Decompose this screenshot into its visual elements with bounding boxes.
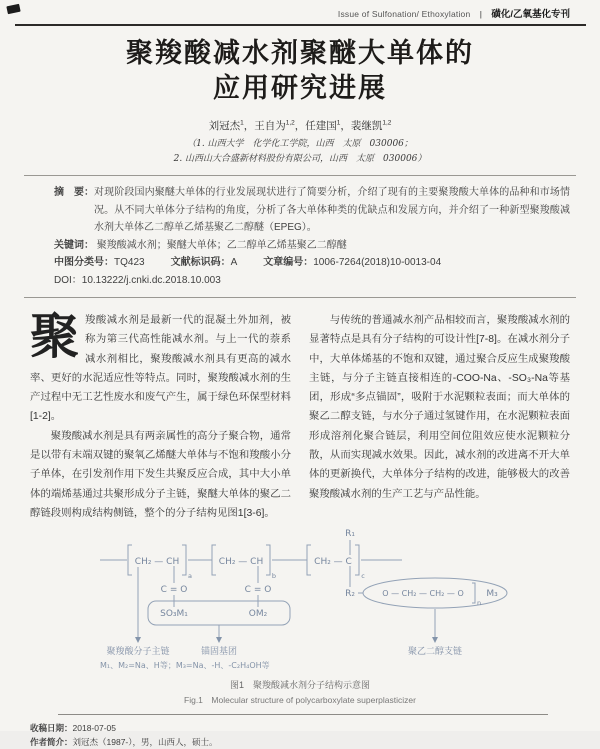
figure-caption-en: Fig.1 Molecular structure of polycarboxylate superplasticizer bbox=[184, 695, 416, 705]
divider bbox=[24, 175, 576, 176]
label-anchor-group: 锚固基团 bbox=[200, 647, 238, 657]
author-name: 裴继凯 bbox=[350, 120, 383, 132]
figure-1 bbox=[30, 525, 570, 706]
author-bio-value: 刘冠杰（1987-），男，山西人，硕士。 bbox=[72, 737, 218, 747]
divider bbox=[24, 297, 576, 298]
chem-carbonyl-1: C = O bbox=[160, 585, 188, 595]
doc-code-value: A bbox=[230, 257, 238, 268]
chem-carbonyl-2: C = O bbox=[244, 585, 272, 595]
keywords-text: 聚羧酸减水剂；聚醚大单体；乙二醇单乙烯基聚乙二醇醚 bbox=[96, 239, 347, 251]
scan-artifact bbox=[6, 4, 20, 15]
bracket-close-n bbox=[472, 583, 475, 603]
paragraph-2: 聚羧酸减水剂是具有两亲属性的高分子聚合物，通常是以带有末端双键的聚氧乙烯醚大单体与不饱和羧酸小分子单体，在引发剂作用下发生共聚反应合成，其中大小单体的端烯基通过共聚形成分子主链，聚醚大单体的聚乙二醇链段则构成结构侧链，整个的分子结构见图1[3-6]。 bbox=[30, 430, 291, 519]
bracket-close-3 bbox=[355, 545, 359, 575]
chem-unit3-sub: c bbox=[361, 572, 365, 580]
paragraph-1-text: 羧酸减水剂是最新一代的混凝土外加剂，被称为第三代高性能减水剂。与上一代的萘系减水剂相比，聚羧酸减水剂具有更高的减水率、更好的水泥适应性等特点。同时，聚羧酸减水剂的生产过程中无工艺性废水和废气产生，属于绿色环保型材料[1-2]。 bbox=[30, 315, 291, 423]
author-bio-label: 作者简介： bbox=[30, 737, 73, 747]
chem-unit1-sub: a bbox=[188, 572, 192, 580]
label-side-chain: 聚乙二醇支链 bbox=[407, 647, 463, 657]
chem-n-sub: n bbox=[476, 599, 482, 607]
chem-r2: R₂ bbox=[345, 589, 355, 599]
chem-ethylene-glycol: O — CH₂ — CH₂ — O bbox=[382, 589, 464, 598]
bracket-close-2 bbox=[266, 545, 270, 575]
abstract-label: 摘 要： bbox=[54, 187, 94, 198]
right-column bbox=[309, 311, 570, 523]
dropcap: 聚 bbox=[30, 307, 80, 365]
clc-value: TQ423 bbox=[114, 257, 145, 268]
chem-unit1: CH₂ — CH bbox=[134, 557, 180, 567]
left-column bbox=[30, 307, 291, 523]
classification-row bbox=[30, 254, 570, 272]
article-id-label: 文章编号： bbox=[263, 257, 314, 268]
chem-unit2-sub: b bbox=[271, 572, 277, 580]
doi-row bbox=[30, 272, 570, 290]
chem-r1: R₁ bbox=[345, 529, 355, 539]
received-date-value: 2018-07-05 bbox=[72, 723, 116, 733]
doi-value: 10.13222/j.cnki.dc.2018.10.003 bbox=[81, 274, 221, 286]
keywords-label: 关键词： bbox=[54, 239, 94, 251]
body-columns bbox=[30, 307, 570, 523]
affiliations bbox=[30, 137, 570, 167]
chem-carboxylate-group: OM₂ bbox=[248, 609, 268, 619]
author-sup: 1 bbox=[240, 119, 244, 127]
affiliation-2: 2. 山西山大合盛新材料股份有限公司，山西 太原 030006） bbox=[173, 154, 427, 164]
author-bio-row bbox=[30, 735, 570, 749]
keywords-row bbox=[30, 237, 570, 255]
chem-unit3: CH₂ — C bbox=[314, 557, 352, 567]
abstract-text: 对现阶段国内聚醚大单体的行业发展现状进行了简要分析，介绍了现有的主要聚羧酸大单体的品种和市场情况。从不同大单体分子结构的角度，分析了各大单体种类的优缺点和发展方向，并介绍了一种新型聚羧酸减水剂大单体乙二醇单乙烯基聚乙二醇醚（EPEG）。 bbox=[94, 187, 570, 233]
article-title-line1: 聚羧酸减水剂聚醚大单体的 bbox=[126, 38, 474, 68]
page-header bbox=[30, 4, 570, 20]
author-sup: 1,2 bbox=[285, 119, 295, 127]
author-sup: 1 bbox=[336, 119, 341, 127]
chem-unit2: CH₂ — CH bbox=[218, 557, 264, 567]
author-separator: ， bbox=[340, 120, 351, 132]
footnote-block bbox=[30, 721, 570, 749]
author-name: 王自为 bbox=[254, 120, 286, 132]
paragraph-first bbox=[30, 307, 291, 427]
author-name: 刘冠杰 bbox=[208, 120, 241, 132]
footnote-rule bbox=[58, 714, 548, 715]
paragraph-3: 与传统的普通减水剂产品相较而言，聚羧酸减水剂的显著特点是具有分子结构的可设计性[7-8]。在减水剂分子中，大单体烯基的不饱和双键，通过聚合反应生成聚羧酸主链，与分子主链直接相连的-COO-Na、-SO₃-Na等基团，形成“多点锚固”，吸附于水泥颗粒表面；而大单体的聚乙二醇支链，与水分子通过氢键作用，在水泥颗粒表面形成溶剂化聚合链层，利用空间位阻效应使水泥颗粒分散，从而实现减水效果。因此，减水剂的改进离不开大单体的更新换代，大单体分子结构的改进，能够极大的改善聚羧酸减水剂的生产工艺与产品性能。 bbox=[309, 315, 570, 500]
issue-title-cn: 磺化/乙氧基化专刊 bbox=[491, 9, 570, 20]
header-rule bbox=[15, 24, 586, 26]
header-divider: | bbox=[479, 9, 482, 19]
doc-code-label: 文献标识码： bbox=[170, 257, 231, 268]
article-title bbox=[30, 36, 570, 106]
author-sup: 1,2 bbox=[382, 119, 392, 127]
bracket-open-2 bbox=[212, 545, 216, 575]
figure-note: M₁、M₂=Na、H等；M₃=Na、-H、-C₂H₄OH等 bbox=[100, 661, 270, 670]
received-date-label: 收稿日期： bbox=[30, 723, 73, 733]
article-title-line2: 应用研究进展 bbox=[213, 73, 387, 103]
bracket-open-1 bbox=[128, 545, 132, 575]
author-name: 任建国 bbox=[305, 120, 337, 132]
article-id-value: 1006-7264(2018)10-0013-04 bbox=[313, 257, 442, 268]
meta-block bbox=[30, 184, 570, 289]
author-separator: ， bbox=[294, 120, 306, 132]
molecular-structure-figure bbox=[30, 525, 570, 671]
author-line bbox=[30, 118, 570, 133]
abstract-row bbox=[30, 184, 570, 237]
author-separator: ， bbox=[243, 120, 255, 132]
clc-label: 中图分类号： bbox=[54, 257, 114, 268]
affiliation-1: （1. 山西大学 化学化工学院，山西 太原 030006； bbox=[187, 139, 413, 149]
chem-m3: M₃ bbox=[486, 589, 498, 599]
bracket-open-3 bbox=[307, 545, 311, 575]
doi-label: DOI： bbox=[54, 274, 82, 286]
received-date-row bbox=[30, 721, 570, 735]
label-backbone: 聚羧酸分子主链 bbox=[106, 647, 170, 657]
chem-sulfonate-group: SO₃M₁ bbox=[160, 609, 188, 619]
issue-title-en: Issue of Sulfonation/ Ethoxylation bbox=[337, 9, 471, 19]
figure-caption-cn: 图1 聚羧酸减水剂分子结构示意图 bbox=[229, 680, 370, 690]
bracket-close-1 bbox=[182, 545, 186, 575]
